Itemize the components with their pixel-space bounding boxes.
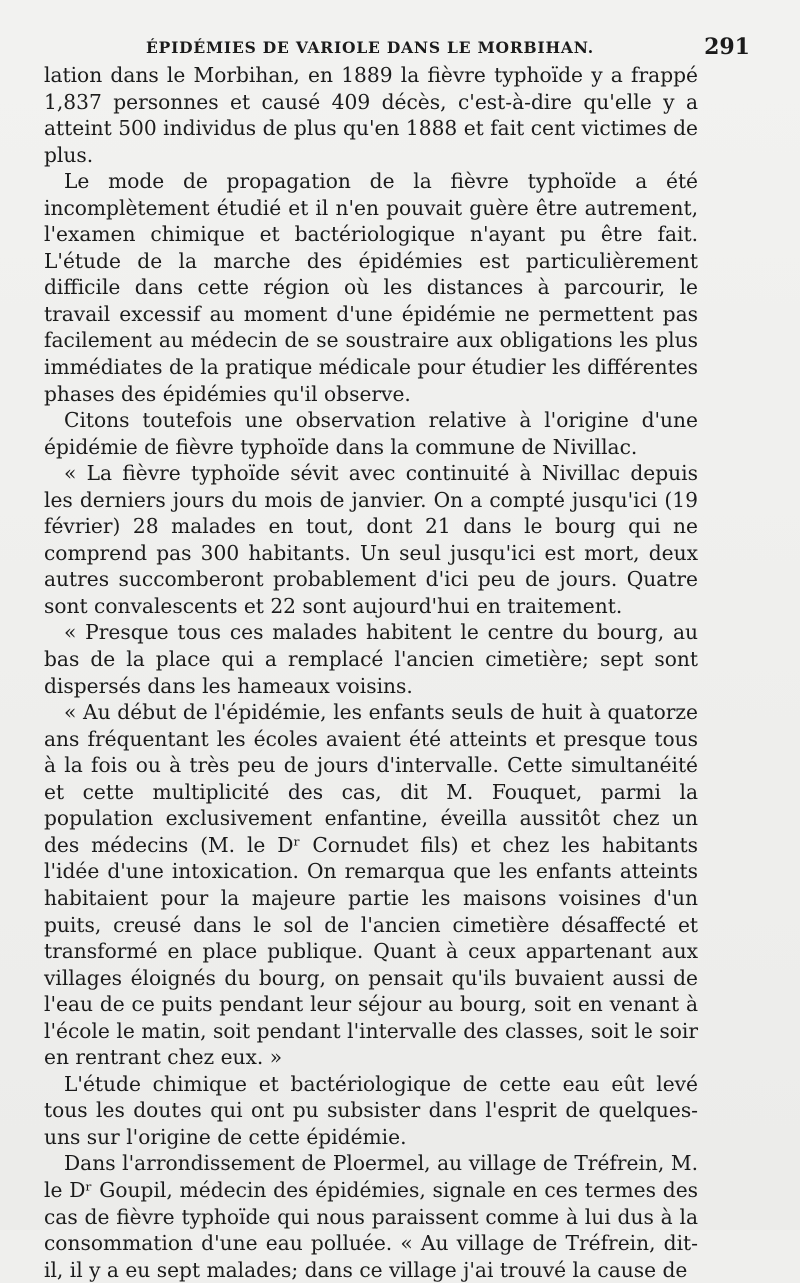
paragraph: « Au début de l'épidémie, les enfants seuls de huit à quatorze ans fréquentant les écoles avaient été atteints et presque tous à la fois ou à très peu de jours d'intervalle. Cette simultanéité et cette multiplicité des cas, dit M. Fouquet, parmi la population exclusivement enfantine, éveilla aussitôt chez un des médecins (M. le Dʳ Cornudet fils) et chez les habitants l'idée d'une intoxication. On remarqua que les enfants atteints habitaient pour la majeure partie les maisons voisines d'un puits, creusé dans le sol de l'ancien cimetière désaffecté et transformé en place publique. Quant à ceux appartenant aux villages éloignés du bourg, on pensait qu'ils buvaient aussi de l'eau de ce puits pendant leur séjour au bourg, soit en venant à l'école le matin, soit pendant l'intervalle des classes, soit le soir en rentrant chez eux. » (44, 700, 698, 1070)
running-head-title: ÉPIDÉMIES DE VARIOLE DANS LE MORBIHAN. (146, 38, 594, 57)
paragraph: « La fièvre typhoïde sévit avec continuité à Nivillac depuis les derniers jours du mois de janvier. On a compté jusqu'ici (19 février) 28 malades en tout, dont 21 dans le bourg qui ne comprend pas 300 habitants. Un seul jusqu'ici est mort, deux autres succomberont probablement d'ici peu de jours. Quatre sont convalescents et 22 sont aujourd'hui en traitement. (44, 461, 698, 618)
paragraph: L'étude chimique et bactériologique de cette eau eût levé tous les doutes qui ont pu subsister dans l'esprit de quelques-uns sur l'origine de cette épidémie. (44, 1071, 698, 1149)
paragraph: « Presque tous ces malades habitent le centre du bourg, au bas de la place qui a remplacé l'ancien cimetière; sept sont dispersés dans les hameaux voisins. (44, 620, 698, 698)
paragraph: lation dans le Morbihan, en 1889 la fièvre typhoïde y a frappé 1,837 personnes et causé 409 décès, c'est-à-dire qu'elle y a atteint 500 individus de plus qu'en 1888 et fait cent victimes de plus. (44, 63, 698, 167)
paragraph: Le mode de propagation de la fièvre typhoïde a été incomplètement étudié et il n'en pouvait guère être autrement, l'examen chimique et bactériologique n'ayant pu être fait. L'étude de la marche des épidémies est particulièrement difficile dans cette région où les distances à parcourir, le travail excessif au moment d'une épidémie ne permettent pas facilement au médecin de se soustraire aux obligations les plus immédiates de la pratique médicale pour étudier les différentes phases des épidémies qu'il observe. (44, 169, 698, 406)
body-text (44, 62, 698, 1283)
page-number: 291 (704, 34, 750, 60)
paragraph: Dans l'arrondissement de Ploermel, au village de Tréfrein, M. le Dʳ Goupil, médecin des épidémies, signale en ces termes des cas de fièvre typhoïde qui nous paraissent comme à lui dus à la consommation d'une eau polluée. « Au village de Tréfrein, dit-il, il y a eu sept malades; dans ce village j'ai trouvé la cause de (44, 1151, 698, 1282)
running-head (44, 34, 750, 64)
paragraph: Citons toutefois une observation relative à l'origine d'une épidémie de fièvre typhoïde dans la commune de Nivillac. (44, 408, 698, 459)
